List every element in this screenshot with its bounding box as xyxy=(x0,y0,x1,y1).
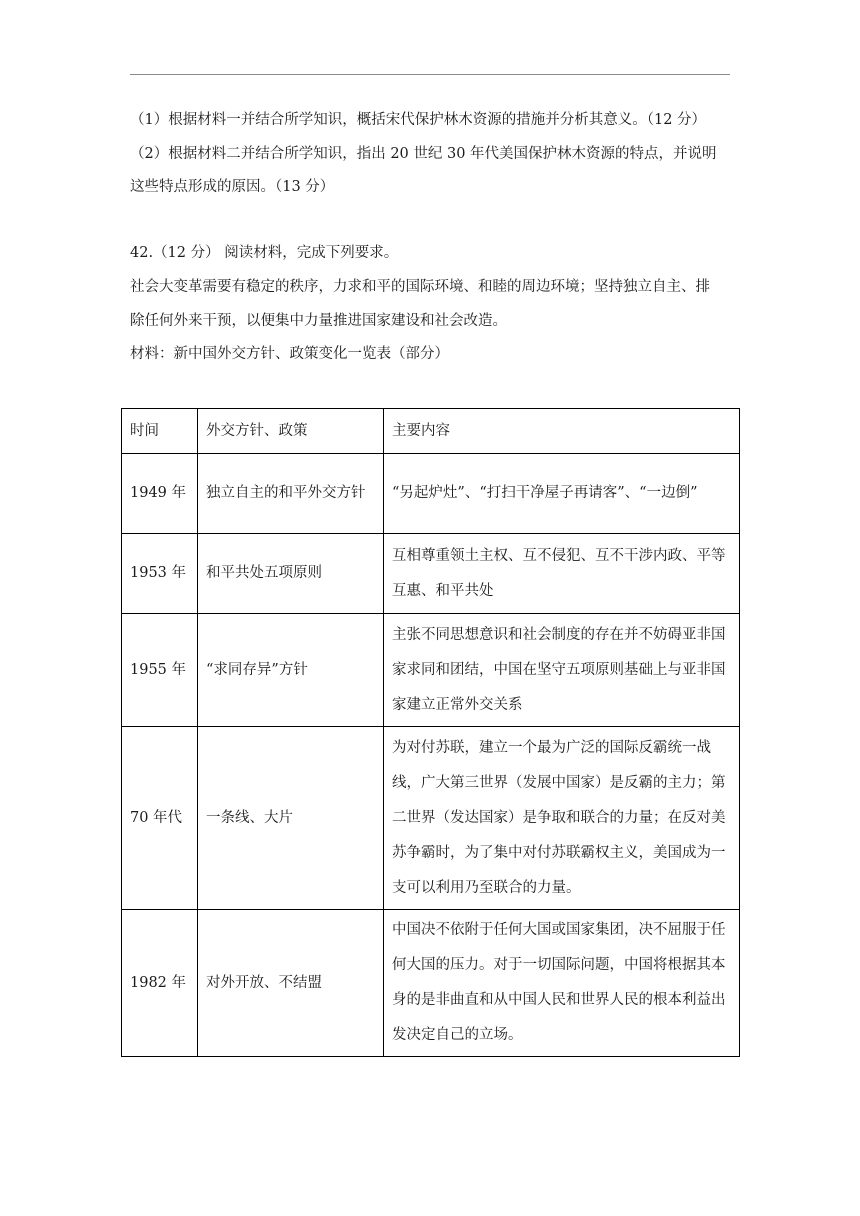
row-content: 为对付苏联，建立一个最为广泛的国际反霸统一战线，广大第三世界（发展中国家）是反霸的主力；第二世界（发达国家）是争取和联合的力量；在反对美苏争霸时，为了集中对付苏联霸权主义，美国成为一支可以利用乃至联合的力量。 xyxy=(384,727,740,910)
question-1: （1）根据材料一并结合所学知识，概括宋代保护林木资源的措施并分析其意义。（12 分） xyxy=(130,112,707,128)
table-row xyxy=(122,614,740,727)
question-2-line-1: （2）根据材料二并结合所学知识，指出 20 世纪 30 年代美国保护林木资源的特点，并说明 xyxy=(130,146,717,162)
row-content: 中国决不依附于任何大国或国家集团，决不屈服于任何大国的压力。对于一切国际问题，中国将根据其本身的是非曲直和从中国人民和世界人民的根本利益出发决定自己的立场。 xyxy=(384,910,740,1057)
table-row xyxy=(122,727,740,910)
header-content: 主要内容 xyxy=(384,409,740,454)
row-time: 70 年代 xyxy=(122,727,198,910)
table-row xyxy=(122,534,740,614)
question-2-line-2: 这些特点形成的原因。（13 分） xyxy=(130,179,335,195)
row-policy: 对外开放、不结盟 xyxy=(198,910,384,1057)
table-header-row xyxy=(122,409,740,454)
row-time: 1953 年 xyxy=(122,534,198,614)
row-time: 1982 年 xyxy=(122,910,198,1057)
row-time: 1955 年 xyxy=(122,614,198,727)
table-row xyxy=(122,454,740,534)
row-policy: 独立自主的和平外交方针 xyxy=(198,454,384,534)
row-time: 1949 年 xyxy=(122,454,198,534)
table-row xyxy=(122,910,740,1057)
header-policy: 外交方针、政策 xyxy=(198,409,384,454)
question-42-intro-line-2: 除任何外来干预，以便集中力量推进国家建设和社会改造。 xyxy=(130,313,507,329)
header-rule xyxy=(130,74,730,75)
header-time: 时间 xyxy=(122,409,198,454)
material-label: 材料：新中国外交方针、政策变化一览表（部分） xyxy=(130,346,449,362)
row-policy: 一条线、大片 xyxy=(198,727,384,910)
question-42-heading: 42.（12 分） 阅读材料，完成下列要求。 xyxy=(130,245,399,261)
diplomacy-policy-table xyxy=(121,408,740,1057)
row-policy: “求同存异”方针 xyxy=(198,614,384,727)
question-42-intro-line-1: 社会大变革需要有稳定的秩序，力求和平的国际环境、和睦的周边环境；坚持独立自主、排 xyxy=(130,279,710,295)
row-content: 主张不同思想意识和社会制度的存在并不妨碍亚非国家求同和团结，中国在坚守五项原则基础上与亚非国家建立正常外交关系 xyxy=(384,614,740,727)
row-content: “另起炉灶”、“打扫干净屋子再请客”、“一边倒” xyxy=(384,454,740,534)
row-content: 互相尊重领土主权、互不侵犯、互不干涉内政、平等互惠、和平共处 xyxy=(384,534,740,614)
row-policy: 和平共处五项原则 xyxy=(198,534,384,614)
